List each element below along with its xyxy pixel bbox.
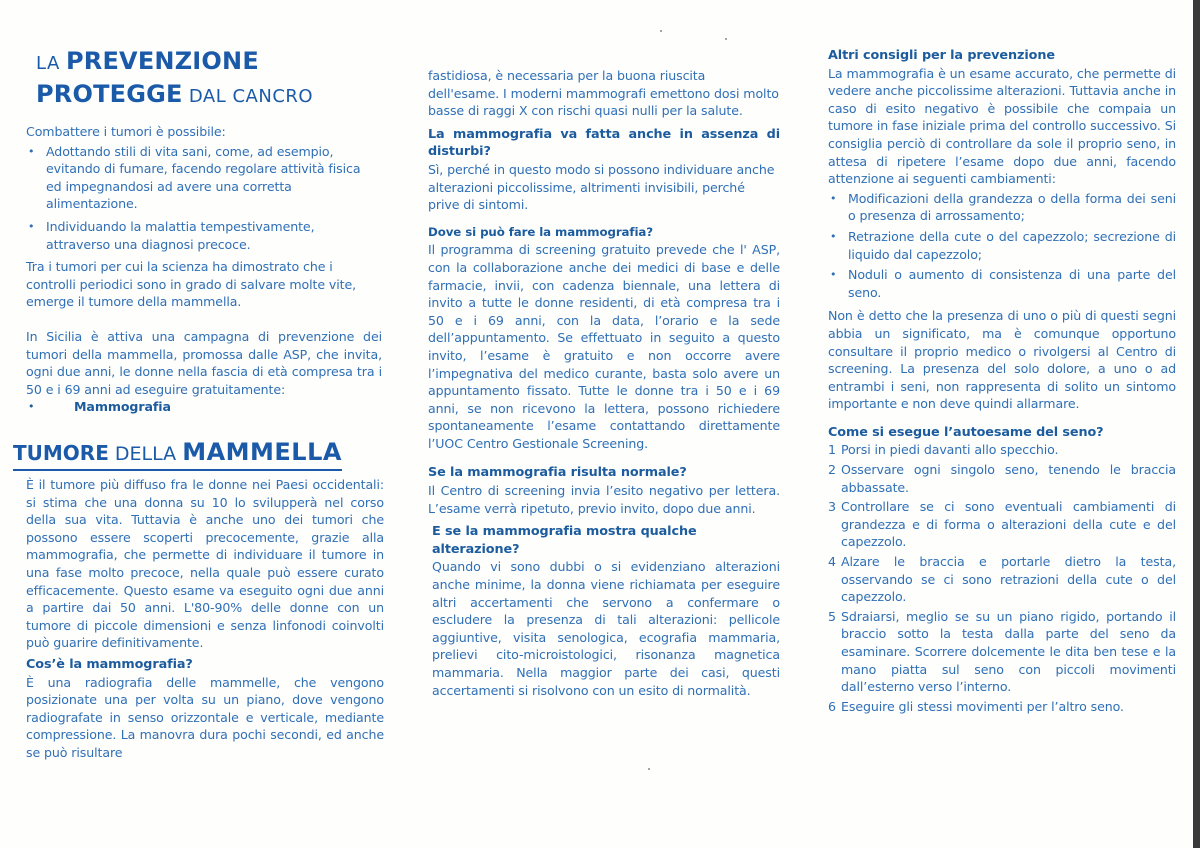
bullet-dot: • xyxy=(28,400,35,414)
question-assenza-disturbi: La mammografia va fatta anche in assenza di disturbi? xyxy=(428,126,780,160)
exam-bullet xyxy=(26,398,382,416)
answer-mammografia: È una radiografia delle mammelle, che vengono posizionate una per volta su un piano, dove vengono radiografate in senso orizzontale e verticale, mediante compressione. La manovra dura pochi secondi, ed anche se può risultare xyxy=(26,674,384,760)
bullet-item: • Noduli o aumento di consistenza di una parte del seno. xyxy=(828,266,1176,301)
step-text: Controllare se ci sono eventuali cambiamenti di grandezza e di forma o alterazioni della cute e del capezzolo. xyxy=(841,499,1176,550)
scan-speck xyxy=(660,30,662,32)
section-title-part1: TUMORE xyxy=(13,441,109,465)
column-2 xyxy=(428,67,780,699)
changes-bullets xyxy=(828,190,1176,302)
paragraph-science: Tra i tumori per cui la scienza ha dimostrato che i controlli periodici sono in grado di salvare molte vite, emerge il tumore della mammella. xyxy=(26,259,357,310)
exam-label: Mammografia xyxy=(74,399,171,415)
paragraph-segni: Non è detto che la presenza di uno o più di questi segni abbia un significato, ma è comunque opportuno consultare il proprio medico o rivolgersi al Centro di screening. La presenza del solo dolore, a uno o ad entrambi i seni, non rappresenta di solito un sintomo importante e non deve quindi allarmare. xyxy=(828,308,1176,412)
step-item xyxy=(828,698,1176,716)
step-number: 6 xyxy=(828,698,836,714)
step-number: 1 xyxy=(828,442,836,458)
question-alterazione: E se la mammografia mostra qualche alterazione? xyxy=(432,524,697,557)
step-item xyxy=(828,553,1176,606)
answer-assenza-disturbi: Sì, perché in questo modo si possono individuare anche alterazioni piccolissime, altrimenti invisibili, perché prive di sintomi. xyxy=(428,161,775,213)
section-title-part3: MAMMELLA xyxy=(182,438,342,466)
title-dal-cancro: DAL CANCRO xyxy=(182,86,314,107)
answer-normale: Il Centro di screening invia l’esito negativo per lettera. L’esame verrà ripetuto, previo invito, dopo due anni. xyxy=(428,483,780,516)
step-text: Porsi in piedi davanti allo specchio. xyxy=(841,442,1059,458)
scan-speck xyxy=(725,38,727,40)
step-item xyxy=(828,498,1176,551)
section-title-tumore-mammella xyxy=(13,438,342,471)
column-3 xyxy=(828,47,1176,715)
question-altri-consigli: Altri consigli per la prevenzione xyxy=(828,48,1055,63)
page-title xyxy=(36,46,313,112)
intro-text: Combattere i tumori è possibile: xyxy=(26,124,226,139)
step-text: Eseguire gli stessi movimenti per l’altro seno. xyxy=(841,698,1124,714)
column-1-top xyxy=(26,123,382,416)
answer-alterazione: Quando vi sono dubbi o si evidenziano alterazioni anche minime, la donna viene richiamata per eseguire altri accertamenti che servono a confermare o escludere la presenza di tali alterazioni: pellicole aggiuntive, visita senologica, ecografia mammaria, prelievi cito-microistologici, risonanza magnetica mammaria. Nella maggior parte dei casi, questi accertamenti si risolvono con un esito di normalità. xyxy=(432,559,780,698)
question-dove: Dove si può fare la mammografia? xyxy=(428,224,653,239)
step-text: Alzare le braccia e portarle dietro la testa, osservando se ci sono retrazioni della cute o del capezzolo. xyxy=(841,554,1176,605)
step-text: Osservare ogni singolo seno, tenendo le braccia abbassate. xyxy=(841,462,1176,495)
bullet-item: • Retrazione della cute o del capezzolo; secrezione di liquido dal capezzolo; xyxy=(828,228,1176,263)
step-number: 5 xyxy=(828,608,836,624)
answer-dove: Il programma di screening gratuito prevede che l' ASP, con la collaborazione anche dei medici di base e delle farmacie, invii, con cadenza biennale, una lettera di invito a tutte le donne residenti, di età compresa tra i 50 e i 69 anni, con la data, l’orario e la sede dell’appuntamento. Se effettuato in seguito a questo invito, l’esame è gratuito e non occorre avere l’impegnativa del medico curante, basta solo avere un appuntamento fissato. Tutte le donne tra i 50 e i 69 anni, se non ricevono la lettera, possono richiedere spontaneamente l’esame contattando direttamente l’UOC Centro Gestionale Screening. xyxy=(428,242,780,451)
bullet-item: • Modificazioni della grandezza o della forma dei seni o presenza di arrossamento; xyxy=(828,190,1176,225)
paragraph-sicilia: In Sicilia è attiva una campagna di prevenzione dei tumori della mammella, promossa dalle ASP, che invita, ogni due anni, le donne nella fascia di età compresa tra i 50 e i 69 anni ad eseguire gratuitamente: xyxy=(26,328,382,397)
bullet-item: • Adottando stili di vita sani, come, ad esempio, evitando di fumare, facendo regolare attività fisica ed impegnandosi ad avere una corretta alimentazione. xyxy=(26,143,382,213)
bullet-item: • Individuando la malattia tempestivamente, attraverso una diagnosi precoce. xyxy=(26,218,382,253)
scan-speck xyxy=(648,768,650,770)
step-number: 4 xyxy=(828,554,836,570)
column-1-bottom xyxy=(26,476,384,762)
title-prevenzione: PREVENZIONE xyxy=(65,47,259,75)
title-protegge: PROTEGGE xyxy=(36,80,183,108)
step-item xyxy=(828,461,1176,496)
scan-edge xyxy=(1193,0,1200,848)
section-title-part2: DELLA xyxy=(108,443,183,465)
prevention-bullets xyxy=(26,143,382,254)
question-normale: Se la mammografia risulta normale? xyxy=(428,465,687,481)
paragraph-tumore: È il tumore più diffuso fra le donne nei Paesi occidentali: si stima che una donna su 10 lo svilupperà nel corso della sua vita. Tuttavia è anche uno dei tumori che possono essere scoperti precocemente, grazie alla mammografia, che permette di individuare il tumore in una fase molto precoce, nella quale può essere curato efficacemente. Questo esame va eseguito ogni due anni a partire dai 50 anni. L'80-90% delle donne con un tumore di piccole dimensioni e senza linfonodi coinvolti può guarire definitivamente. xyxy=(26,477,384,651)
question-mammografia: Cos’è la mammografia? xyxy=(26,656,193,672)
question-autoesame: Come si esegue l’autoesame del seno? xyxy=(828,424,1104,440)
step-number: 2 xyxy=(828,462,836,478)
autoesame-steps xyxy=(828,441,1176,715)
step-item xyxy=(828,608,1176,696)
continued-text: fastidiosa, è necessaria per la buona riuscita dell'esame. I moderni mammografi emettono dosi molto basse di raggi X con rischi quasi nulli per la salute. xyxy=(428,68,779,119)
step-text: Sdraiarsi, meglio se su un piano rigido, portando il braccio sotto la testa dalla parte del seno da esaminare. Scorrere dolcemente le dita ben tese e la mano piatta sul seno con piccoli movimenti dall’esterno verso l’interno. xyxy=(841,608,1176,695)
answer-altri-consigli: La mammografia è un esame accurato, che permette di vedere anche piccolissime alterazioni. Tuttavia anche in caso di esito negativo è possibile che compaia un tumore in fase iniziale prima del controllo successivo. Si consiglia perciò di controllare da sole il proprio seno, in attesa di ripetere l’esame dopo due anni, facendo attenzione ai seguenti cambiamenti: xyxy=(828,65,1176,187)
step-item xyxy=(828,441,1176,459)
title-la: LA xyxy=(36,53,66,74)
step-number: 3 xyxy=(828,499,836,515)
